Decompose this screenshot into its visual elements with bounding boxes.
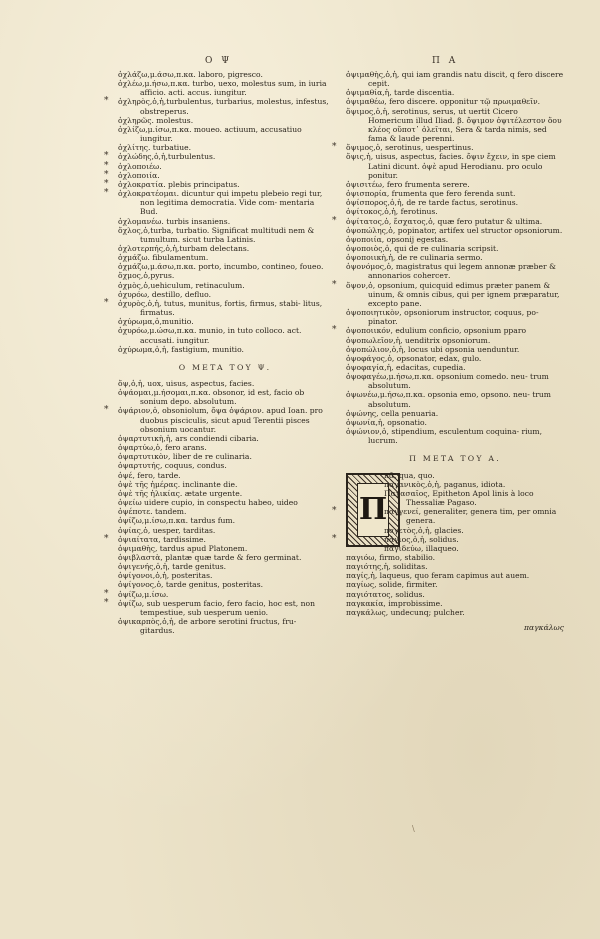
dictionary-entry: ὀψαρτυτής, coquus, condus. <box>118 461 227 471</box>
dictionary-entry: * ὀψάριον,ὁ, obsoniolum, ὄψα ὀψάριον. apud Ioan. pro duobus pisciculis, sicut apud Terentii pisces obsonium uocantur. <box>118 406 332 433</box>
dictionary-entry: παγιότης,ἡ, soliditas. <box>346 562 428 572</box>
dictionary-entry: * ὀψίζω, sub uesperum facio, fero facio, hoc est, non tempestiue, sub uesperum uenio. <box>118 599 332 617</box>
dictionary-entry: ὀχυρόω, destillo, defluo. <box>118 289 211 299</box>
dictionary-entry: ὀψιβλαστὰ, plantæ quæ tarde & fero germinat. <box>118 552 302 562</box>
dictionary-entry: ὀχλάζω,μ.άσω,π.κα. laboro, pigresco. <box>118 70 263 79</box>
dictionary-entry: ὀχλοτερπής,ὁ,ἡ,turbam delectans. <box>118 243 250 253</box>
dictionary-entry: παγανικὸς,ὁ,ἡ, paganus, idiota. <box>384 479 506 489</box>
dictionary-entry: ὀψοποιικὴ,ἡ, de re culinaria sermo. <box>346 253 483 263</box>
dictionary-entry: ὀψοπώλης,ὁ, popinator, artifex uel structor opsoniorum. <box>346 225 563 235</box>
dictionary-entry: ὀψιμαθία,ἡ, tarde discentia. <box>346 88 455 98</box>
right-column <box>346 70 564 632</box>
dictionary-entry: ὀψὲ τῆς ἡμέρας. inclinante die. <box>118 479 238 489</box>
dictionary-entry: ὀψέποτε. tandem. <box>118 507 187 517</box>
left-entries-2 <box>118 379 332 635</box>
dictionary-entry: ὀψοφαγία,ἡ, edacitas, cupedia. <box>346 363 466 372</box>
dictionary-entry: ὄχλος,ὁ,turba, turbatio. Significat multitudi nem & tumultum. sicut turba Latinis. <box>118 225 315 244</box>
dictionary-entry: ὀψοφαγέω,μ.ήσω,π.κα. opsonium comedo. neu- trum absolutum. <box>346 372 549 391</box>
dictionary-entry: ὀψοποιία, opsonij egestas. <box>346 234 449 244</box>
dictionary-entry: * ὀψοποιικόν, edulium conficio, opsonium pparo <box>346 326 564 335</box>
dictionary-entry: * ὄψιμος,ὁ, serotinus, uespertinus. <box>346 143 564 152</box>
dictionary-entry: ὀψωνία,ἡ, opsonatio. <box>346 417 427 427</box>
dictionary-entry: ὀψίσπορος,ὁ,ἡ, de re tarde factus, serotinus. <box>346 198 519 208</box>
dictionary-entry: ὀψώνης, cella penuaria. <box>346 408 439 418</box>
dictionary-entry: ὀψοπωλεῖον,ἡ, uenditrix opsoniorum. <box>346 335 491 345</box>
dictionary-entry: ὄψιμος,ὁ,ἡ, serotinus, serus, ut uertit Cicero Homericum illud Iliad. β. ὄψιμον ὀψιτέλεστον ὅου κλέος οὔποτ᾽ ὀλεῖται, Sera & tarda nimis, sed fama & laude perenni. <box>346 106 562 144</box>
dictionary-entry: παγιόω, firmo, stabilio. <box>346 552 435 562</box>
dictionary-entry: ὀψονόμος,ὁ, magistratus qui legem annonæ præber & annonarios coherceт. <box>346 262 556 281</box>
dictionary-entry: ὀψαρτυτικὸν, liber de re culinaria. <box>118 452 252 462</box>
dictionary-entry: παγίς,ἡ, laqueus, quo feram capimus aut auem. <box>346 571 530 581</box>
dictionary-entry: παγκακία, improbissime. <box>346 598 443 608</box>
dictionary-entry: ὀψαρτυτικὴ,ἡ, ars condiendi cibaria. <box>118 433 259 443</box>
dictionary-entry: Παγασαῖος, Epitheton Apol linis à loco Thessaliæ Pagaso. <box>384 488 534 508</box>
dictionary-entry: * ὀχυρὸς,ὁ,ἡ, tutus, munitus, fortis, firmus, stabi- litus, firmatus. <box>118 299 332 317</box>
dictionary-entry: ὄψις,ἡ, uisus, aspectus, facies. ὄψιν ἔχειν, in spe ciem Latini dicunt. ὀψὲ apud Herodianu. pro oculo ponitur. <box>346 152 556 180</box>
right-entries-2 <box>346 471 564 618</box>
dictionary-entry: * ὀχλοποιία. <box>118 171 332 180</box>
catchword: παγκάλως <box>523 623 564 633</box>
dictionary-entry: ὀψώνιον,ὁ, stipendium, esculentum coquina- rium, lucrum. <box>346 427 543 446</box>
dictionary-entry: ὀψιμαθέω, fero discere. opponitur τῷ πρωιμαθεῖν. <box>346 97 541 107</box>
dictionary-entry: ὀχλίτης. turbatiue. <box>118 143 192 153</box>
dictionary-entry: ὀχληρῶς. molestus. <box>118 115 194 125</box>
dictionary-entry: * ὀχλοκρατέομαι. dicuntur qui impetu plebeio regi tur, non legitima democratia. Vide com- mentaria Bud. <box>118 189 332 216</box>
dictionary-entry: ὀψάομαι,μ.ήσομαι,π.κα. obsonor, id est, facio ob sonium depo. absolutum. <box>118 388 305 407</box>
dictionary-entry: ὀψικαρπὸς,ὁ,ἡ, de arbore serotini fructus, fru- gitardus. <box>118 617 297 636</box>
dictionary-entry: ὀψοποιὸς,ὁ, qui de re culinaria scripsit. <box>346 243 499 253</box>
dictionary-entry: ὀψοποιητικὸν, opsoniorum instructor, coquus, po- pinator. <box>346 308 539 327</box>
initial-block <box>346 471 564 618</box>
dictionary-entry: παγιδεύω, illaqueo. <box>384 543 459 553</box>
dictionary-entry: ὀχλομανέω. turbis insaniens. <box>118 216 231 226</box>
dictionary-entry: * ὄψον,ὁ, opsonium, quicquid edimus præter panem & uinum, & omnis cibus, qui per ignem præparatur, excepto pane. <box>346 281 564 308</box>
dictionary-entry: ὄχμος,ὁ,pyrus. <box>118 271 175 281</box>
dictionary-entry: ὀψισπορία, frumenta que fero ferenda sunt. <box>346 189 516 199</box>
dictionary-entry: * ὀψίζω,μ.ίσω. <box>118 590 332 599</box>
dictionary-entry: ὀψείω uidere cupio, in conspectu habeo, uideo <box>118 498 298 508</box>
dictionary-entry: ὀψέ, fero, tarde. <box>118 470 181 480</box>
dictionary-entry: παγκάλως, undecunq; pulcher. <box>346 607 465 617</box>
dictionary-entry: * πάγιος,ὁ,ἡ, solidus. <box>346 535 564 544</box>
dictionary-entry: ὀψιγενής,ὁ,ἡ, tarde genitus. <box>118 562 227 572</box>
dictionary-entry: ὀψίτοκος,ὁ,ἡ, ferotinus. <box>346 207 438 217</box>
dictionary-entry: ὀψίγονος,ὁ, tarde genitus, posteritas. <box>118 580 264 590</box>
dictionary-entry: ὀψίας,ὁ, uesper, tarditas. <box>118 525 216 535</box>
initial-letter: Π <box>357 483 389 537</box>
dictionary-entry: * ὀψιαίτατα, tardissime. <box>118 535 332 544</box>
dictionary-entry: ὀψαρτύω,ὁ, fero arans. <box>118 443 207 453</box>
right-entries <box>346 70 564 445</box>
dictionary-entry: παγετὸς,ὁ,ἡ, glacies. <box>384 525 464 535</box>
dictionary-entry: * ὀχλοκρατία. plebis principatus. <box>118 180 332 189</box>
dictionary-entry: ὀψοφάγος,ὁ, opsonator, edax, gulo. <box>346 353 482 363</box>
dictionary-entry: ὀψὲ τῆς ἡλικίας. ætate urgente. <box>118 488 243 498</box>
dictionary-entry: * παγγενεί, generaliter, genera tim, per omnia genera. <box>346 507 564 525</box>
dictionary-entry: ὀχύρωμα,ὁ,munitio. <box>118 317 194 327</box>
dictionary-entry: ὀψιμαθὴς,ὁ,ἡ, qui iam grandis natu discit, q fero discere cepit. <box>346 70 564 89</box>
dictionary-entry: ὀχύρωμα,ὁ,ἡ, fastigium, munitio. <box>118 344 244 354</box>
dictionary-entry: ὀψοπώλιον,ὁ,ἡ, locus ubi opsonia uenduntur. <box>346 344 520 354</box>
dictionary-entry: ὀψίγονοι,ὁ,ἡ, posteritas. <box>118 571 213 581</box>
left-entries <box>118 70 332 354</box>
left-section-heading: O META TOY Ψ. <box>178 362 272 372</box>
dictionary-entry: * ὀχληρὸς,ὁ,ἡ,turbulentus, turbarius, molestus, infestus, obstreperus. <box>118 97 332 115</box>
dictionary-entry: παγίως, solide, firmiter. <box>346 580 438 590</box>
left-column <box>118 70 332 635</box>
dictionary-entry: ὀχλέω,μ.ήσω,π.κα. turbo, uexo, molestus sum, in iuria afficio. acti. accus. iungitur. <box>118 79 327 98</box>
ink-mark: \ <box>412 824 415 833</box>
dictionary-entry: ὀχυρόω,μ.ώσω,π.κα. munio, in tuto colloco. act. accusati. iungitur. <box>118 326 302 345</box>
dictionary-entry: ὀψωνέω,μ.ήσω,π.κα. opsonia emo, opsono. neu- trum absolutum. <box>346 390 552 409</box>
running-head-left: O Ψ <box>205 56 233 66</box>
dictionary-entry: πᾶ, qua, quo. <box>384 470 435 480</box>
dictionary-entry: ὀχμάζω,μ.άσω,π.κα. porto, incumbo, contineo, foueo. <box>118 262 324 272</box>
dictionary-entry: ὀψιμαθὴς, tardus apud Platonem. <box>118 543 248 553</box>
dictionary-entry: ὄψ,ὁ,ἡ, uox, uisus, aspectus, facies. <box>118 379 255 388</box>
running-head-right: Π A <box>432 56 459 66</box>
dictionary-entry: ὀχμάζω. fibulamentum. <box>118 253 209 263</box>
dictionary-entry: ὀχλίζω,μ.ίσω,π.κα. moueo. actiuum, accusatiuo iungitur. <box>118 124 302 144</box>
dictionary-entry: ὀχμὸς,ὁ,uehiculum, retinaculum. <box>118 280 245 290</box>
right-section-heading: Π META TOY A. <box>409 454 501 464</box>
dictionary-entry: * ὀχλοποιέω. <box>118 162 332 171</box>
dictionary-entry: ὀψίζω,μ.ίσω,π.κα. tardus fum. <box>118 516 236 526</box>
dictionary-entry: * ὀχλώδης,ὁ,ἡ,turbulentus. <box>118 152 332 161</box>
dictionary-entry: παγιότατος, solidus. <box>346 589 425 599</box>
dictionary-entry: ὀψισιτέω, fero frumenta serere. <box>346 179 470 189</box>
dictionary-entry: * ὀψίτατος,ὁ, ἔσχατος,ὁ, quæ fero putatur & ultima. <box>346 217 564 226</box>
